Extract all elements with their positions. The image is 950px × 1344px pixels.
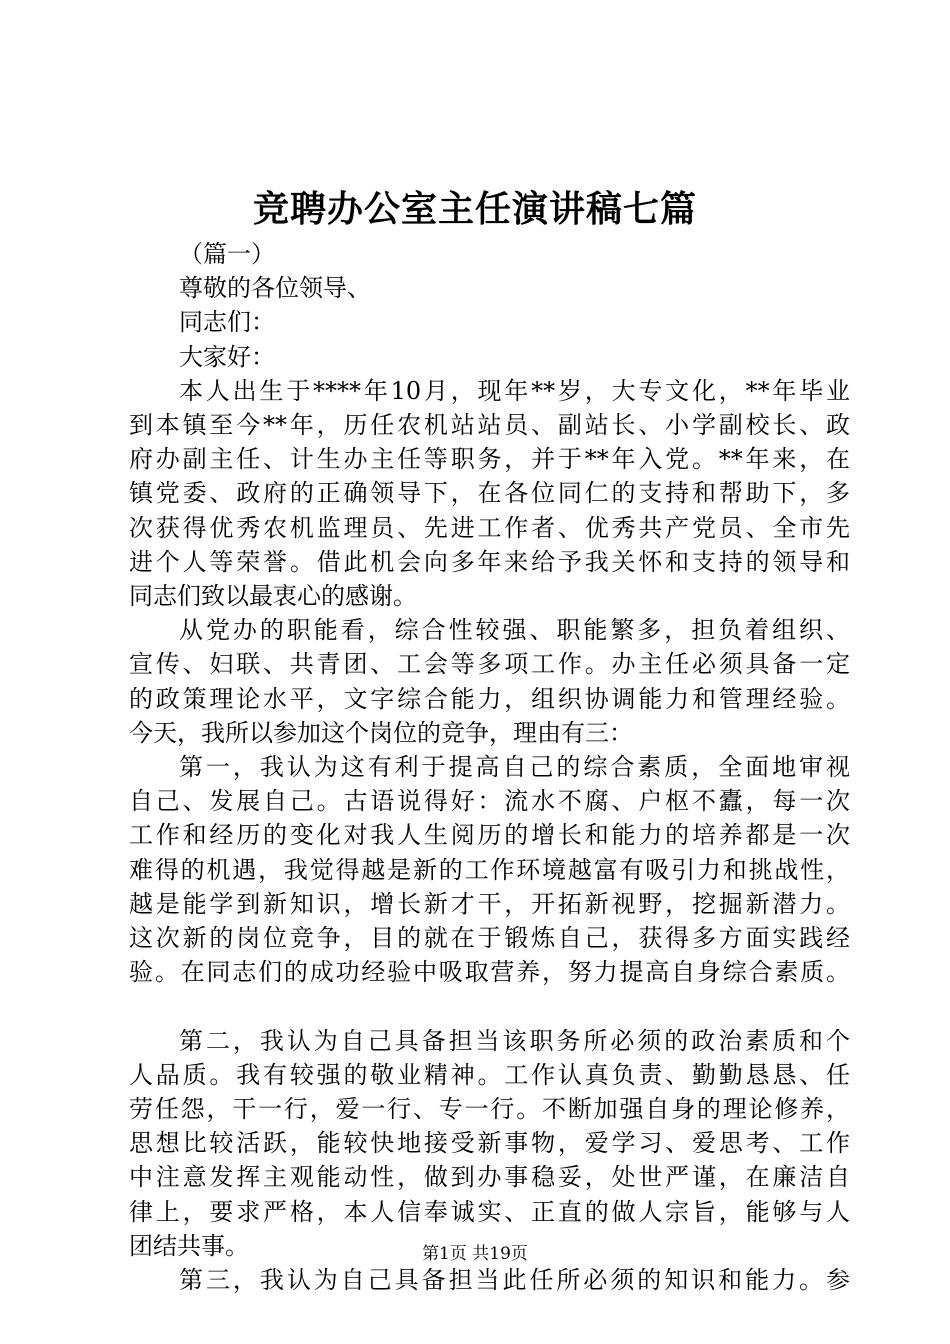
paragraph-line: 宣传、妇联、共青团、工会等多项工作。办主任必须具备一定 (129, 650, 850, 679)
paragraph-line: 团结共事。 (129, 1231, 249, 1260)
paragraph-line: 验。在同志们的成功经验中吸取营养，努力提高自身综合素质。 (129, 958, 850, 987)
paragraph-line: 第一，我认为这有利于提高自己的综合素质，全面地审视 (179, 753, 850, 782)
paragraph-line: 镇党委、政府的正确领导下，在各位同仁的支持和帮助下，多 (129, 479, 850, 508)
greeting-line: 尊敬的各位领导、 (179, 274, 371, 303)
paragraph-line: 进个人等荣誉。借此机会向多年来给予我关怀和支持的领导和 (129, 547, 850, 576)
paragraph-line: 第三，我认为自己具备担当此任所必须的知识和能力。参 (179, 1266, 850, 1295)
section-heading: （篇一） (179, 240, 275, 268)
paragraph-line: 工作和经历的变化对我人生阅历的增长和能力的培养都是一次 (129, 821, 850, 850)
paragraph-line: 自己、发展自己。古语说得好：流水不腐、户枢不蠹，每一次 (129, 787, 850, 816)
paragraph-line: 本人出生于****年10月，现年**岁，大专文化，**年毕业 (179, 376, 850, 405)
paragraph-line: 劳任怨，干一行，爱一行、专一行。不断加强自身的理论修养， (129, 1095, 850, 1124)
greeting-line: 同志们： (179, 308, 275, 337)
paragraph-line: 次获得优秀农机监理员、先进工作者、优秀共产党员、全市先 (129, 513, 850, 542)
paragraph-line: 同志们致以最衷心的感谢。 (129, 582, 417, 611)
paragraph-line: 律上，要求严格，本人信奉诚实、正直的做人宗旨，能够与人 (129, 1197, 850, 1226)
paragraph-line: 到本镇至今**年，历任农机站站员、副站长、小学副校长、政 (129, 411, 850, 440)
paragraph-line: 难得的机遇，我觉得越是新的工作环境越富有吸引力和挑战性， (129, 855, 850, 884)
document-title: 竞聘办公室主任演讲稿七篇 (252, 188, 697, 230)
paragraph-line: 从党办的职能看，综合性较强、职能繁多，担负着组织、 (179, 616, 850, 645)
paragraph-line: 思想比较活跃，能较快地接受新事物，爱学习、爱思考、工作 (129, 1129, 850, 1158)
paragraph-line: 越是能学到新知识，增长新才干，开拓新视野，挖掘新潜力。 (129, 889, 850, 918)
page-footer: 第1页 共19页 (422, 1244, 528, 1264)
paragraph-line: 这次新的岗位竞争，目的就在于锻炼自己，获得多方面实践经 (129, 924, 850, 953)
paragraph-line: 今天，我所以参加这个岗位的竞争，理由有三： (129, 718, 633, 747)
blank-line (129, 989, 850, 1023)
paragraph-line: 第二，我认为自己具备担当该职务所必须的政治素质和个 (179, 1026, 850, 1055)
paragraph-line: 府办副主任、计生办主任等职务，并于**年入党。**年来，在 (129, 445, 850, 474)
paragraph-line: 人品质。我有较强的敬业精神。工作认真负责、勤勤恳恳、任 (129, 1060, 850, 1089)
document-body (129, 237, 850, 1297)
paragraph-line: 的政策理论水平，文字综合能力，组织协调能力和管理经验。 (129, 684, 850, 713)
paragraph-line: 中注意发挥主观能动性，做到办事稳妥，处世严谨，在廉洁自 (129, 1163, 850, 1192)
greeting-line: 大家好： (179, 342, 275, 371)
